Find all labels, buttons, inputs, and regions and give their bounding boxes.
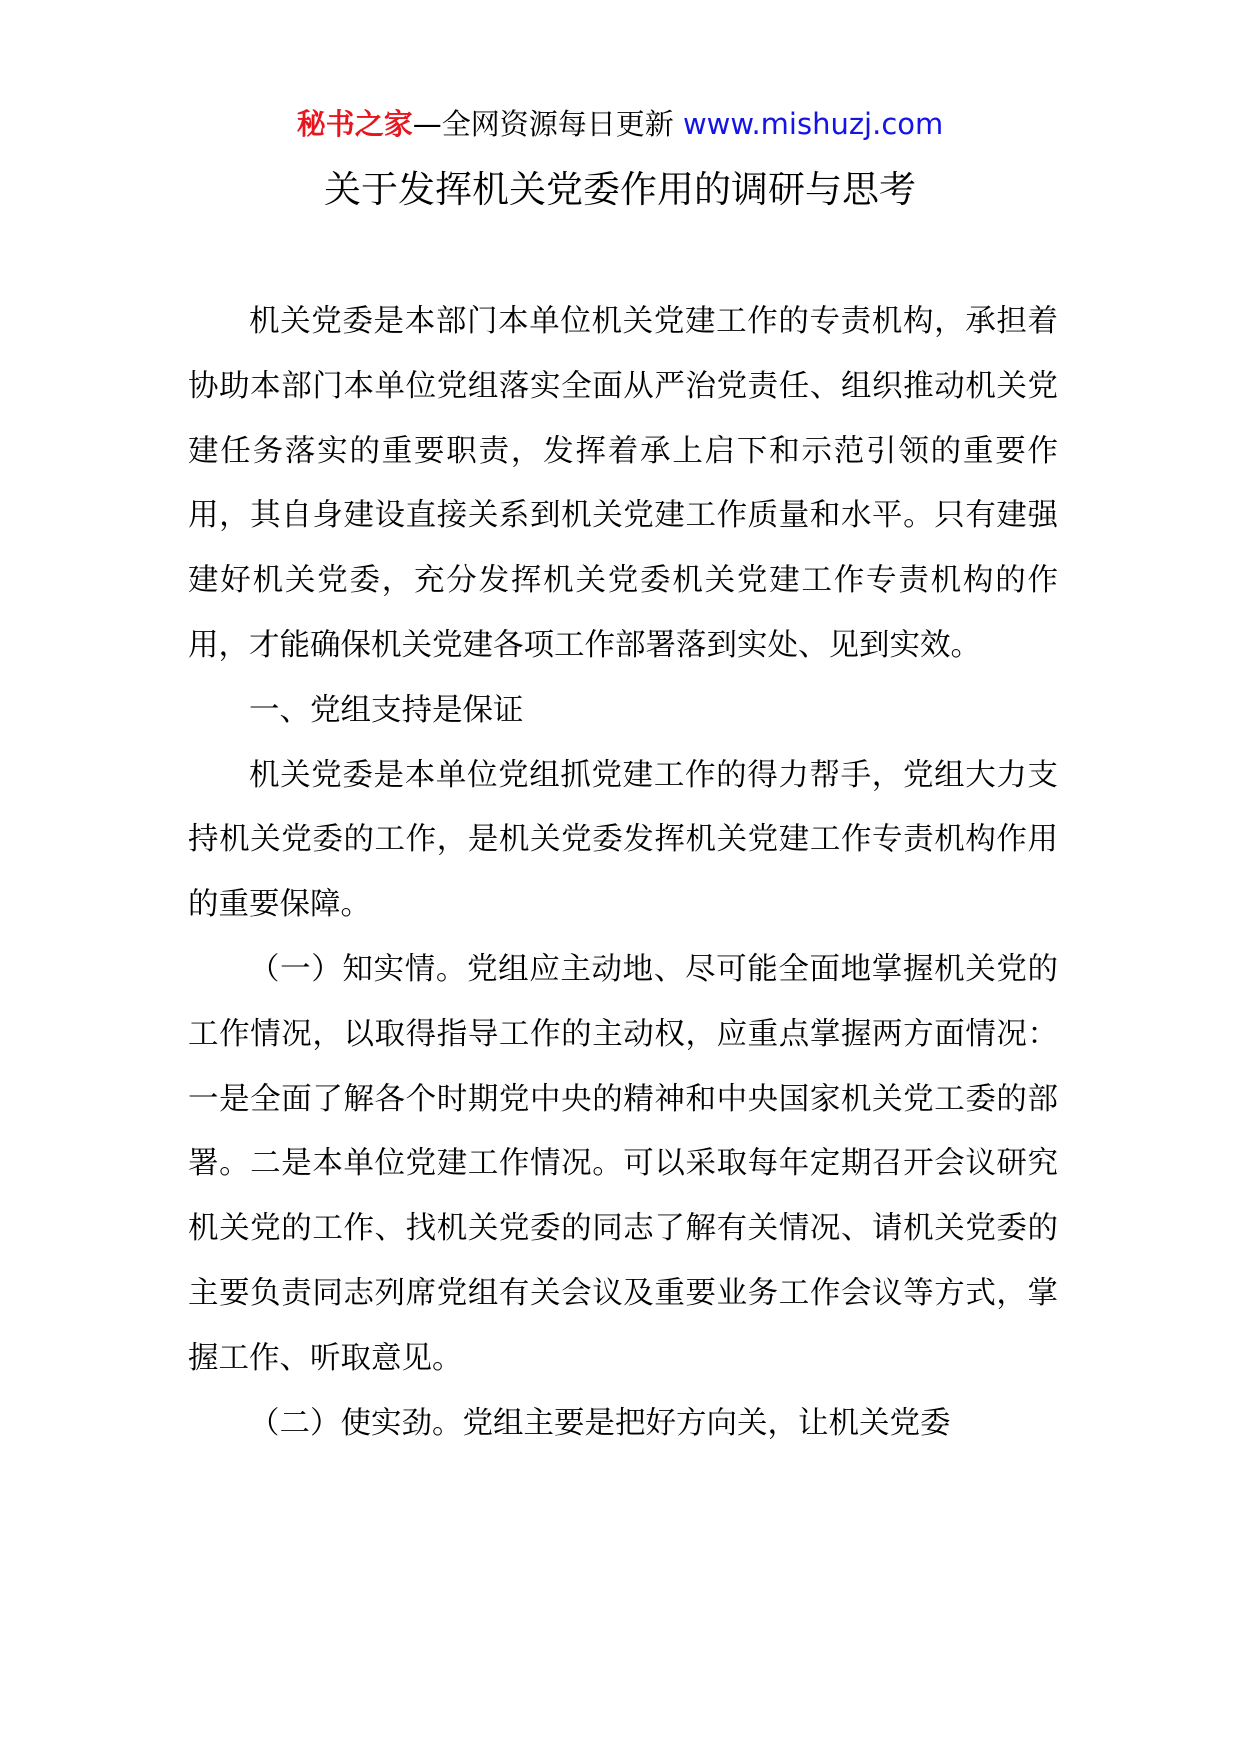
section-heading: 一、党组支持是保证 (249, 692, 524, 728)
site-brand: 秘书之家 (296, 107, 413, 141)
document-title: 关于发挥机关党委作用的调研与思考 (324, 168, 916, 211)
paragraph-intro: 机关党委是本部门本单位机关党建工作的专责机构，承担着协助本部门本单位党组落实全面从严治党责任、组织推动机关党建任务落实的重要职责，发挥着承上启下和示范引领的重要作用，其自身建设直接关系到机关党建工作质量和水平。只有建强建好机关党委，充分发挥机关党委机关党建工作专责机构的作用，才能确保机关党建各项工作部署落到实处、见到实效。 (188, 304, 1058, 663)
paragraph-section-intro: 机关党委是本单位党组抓党建工作的得力帮手，党组大力支持机关党委的工作，是机关党委发挥机关党建工作专责机构作用的重要保障。 (188, 757, 1058, 923)
site-header (0, 100, 1240, 148)
site-url-link[interactable]: www.mishuzj.com (682, 107, 944, 141)
document-body (188, 290, 1058, 1456)
paragraph-point-2: （二）使实劲。党组主要是把好方向关，让机关党委 (249, 1405, 951, 1441)
paragraph-point-1: （一）知实情。党组应主动地、尽可能全面地掌握机关党的工作情况，以取得指导工作的主动权，应重点掌握两方面情况：一是全面了解各个时期党中央的精神和中央国家机关党工委的部署。二是本单位党建工作情况。可以采取每年定期召开会议研究机关党的工作、找机关党委的同志了解有关情况、请机关党委的主要负责同志列席党组有关会议及重要业务工作会议等方式，掌握工作、听取意见。 (188, 951, 1058, 1376)
site-tagline: —全网资源每日更新 (412, 107, 674, 141)
